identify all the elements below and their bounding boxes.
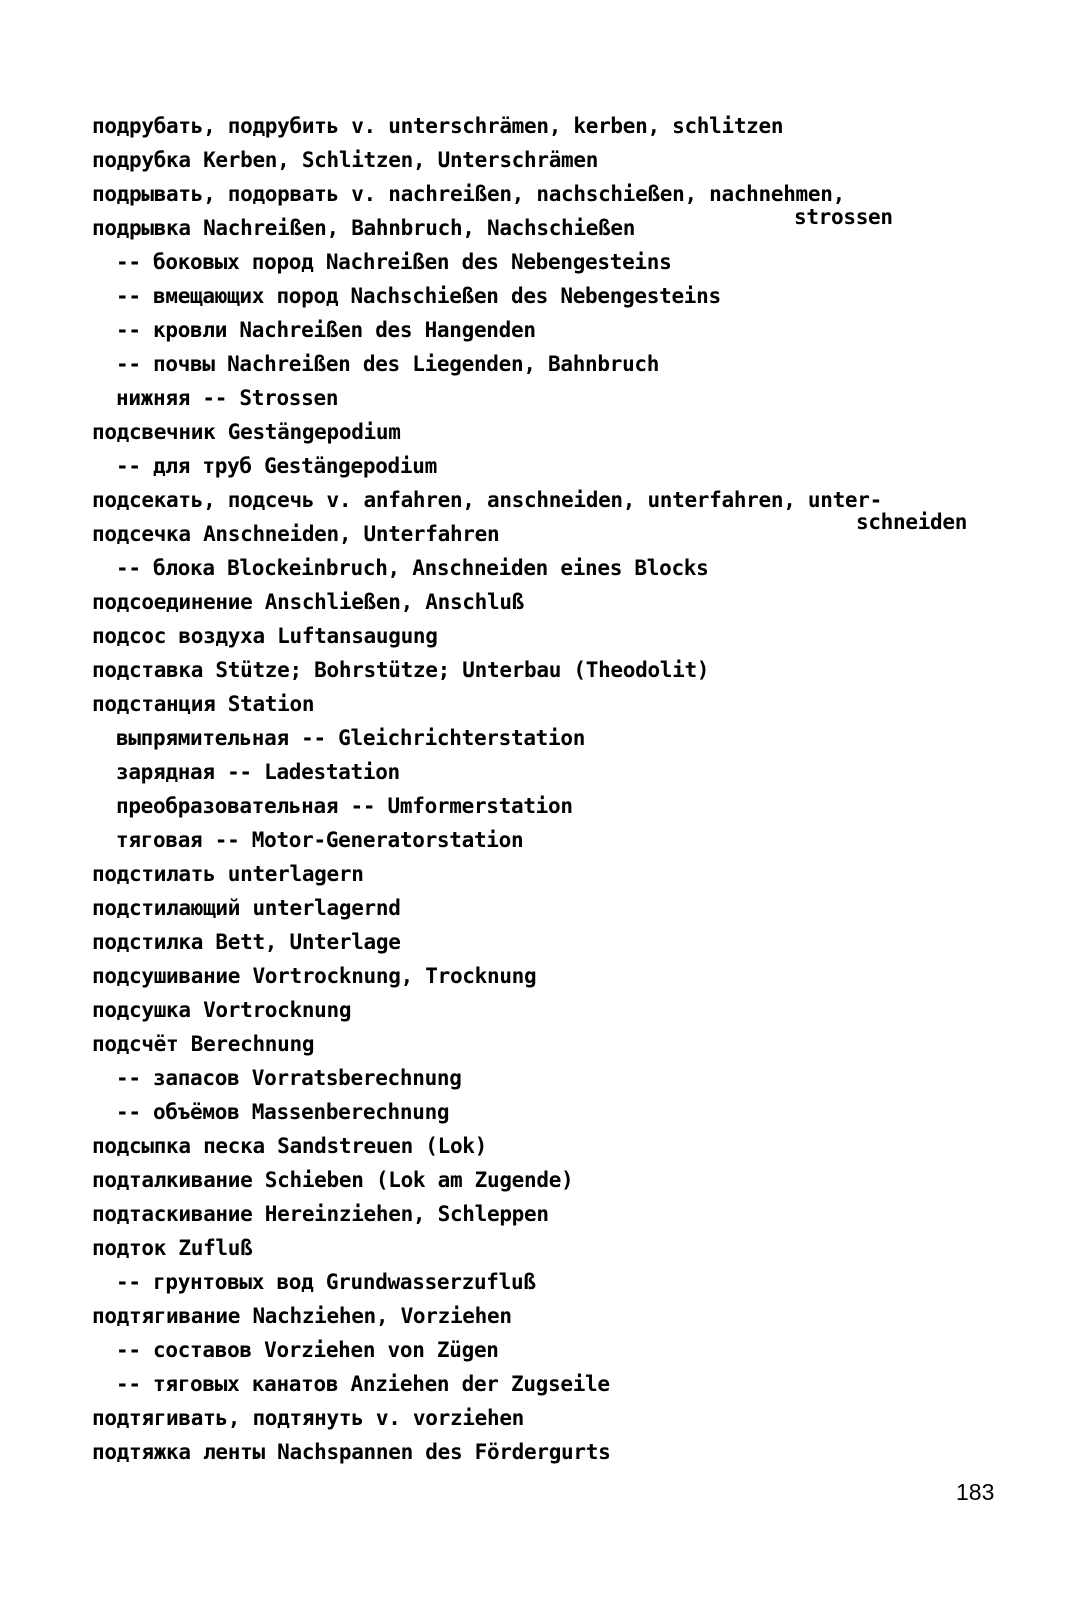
entry-line: нижняя -- Strossen — [116, 386, 339, 410]
entry-line: -- вмещающих пород Nachschießen des Nebengesteins — [116, 284, 721, 308]
entry-line: -- блока Blockeinbruch, Anschneiden eines Blocks — [116, 556, 709, 580]
entry-line: подтаскивание Hereinziehen, Schleppen — [92, 1202, 549, 1226]
entry-continuation: schneiden — [856, 510, 968, 534]
entry-line: зарядная -- Ladestation — [116, 760, 400, 784]
entry-line: подсекать, подсечь v. anfahren, anschneiden, unterfahren, unter- — [92, 488, 882, 512]
entry-line: выпрямительная -- Gleichrichterstation — [116, 726, 586, 750]
entry-line: -- составов Vorziehen von Zügen — [116, 1338, 499, 1362]
entry-line: подсушка Vortrocknung — [92, 998, 352, 1022]
entry-line: -- грунтовых вод Grundwasserzufluß — [116, 1270, 536, 1294]
entry-continuation: strossen — [794, 205, 893, 229]
entry-line: -- тяговых канатов Anziehen der Zugseile — [116, 1372, 610, 1396]
entry-line: -- кровли Nachreißen des Hangenden — [116, 318, 536, 342]
entry-line: -- почвы Nachreißen des Liegenden, Bahnbruch — [116, 352, 660, 376]
entry-line: подсос воздуха Luftansaugung — [92, 624, 438, 648]
entry-line: подрывать, подорвать v. nachreißen, nachschießen, nachnehmen, — [92, 182, 845, 206]
entry-line: подтягивать, подтянуть v. vorziehen — [92, 1406, 525, 1430]
entry-line: подрубать, подрубить v. unterschrämen, kerben, schlitzen — [92, 114, 784, 138]
entry-line: подсоединение Anschließen, Anschluß — [92, 590, 525, 614]
entry-line: подтягивание Nachziehen, Vorziehen — [92, 1304, 512, 1328]
entry-line: -- объёмов Massenberechnung — [116, 1100, 450, 1124]
entry-line: -- запасов Vorratsberechnung — [116, 1066, 462, 1090]
entry-line: тяговая -- Motor-Generatorstation — [116, 828, 524, 852]
entry-line: подстилать unterlagern — [92, 862, 364, 886]
entry-line: преобразовательная -- Umformerstation — [116, 794, 573, 818]
entry-line: подставка Stütze; Bohrstütze; Unterbau (Theodolit) — [92, 658, 710, 682]
entry-line: подсечка Anschneiden, Unterfahren — [92, 522, 500, 546]
entry-line: подток Zufluß — [92, 1236, 253, 1260]
entry-line: подсыпка песка Sandstreuen (Lok) — [92, 1134, 487, 1158]
entry-line: подсчёт Berechnung — [92, 1032, 315, 1056]
page-number: 183 — [956, 1479, 995, 1505]
entry-line: подстилка Bett, Unterlage — [92, 930, 401, 954]
entry-line: -- боковых пород Nachreißen des Nebengesteins — [116, 250, 672, 274]
entry-line: подтяжка ленты Nachspannen des Fördergurts — [92, 1440, 611, 1464]
entry-line: -- для труб Gestängepodium — [116, 454, 437, 478]
entry-line: подсвечник Gestängepodium — [92, 420, 401, 444]
entry-line: подстанция Station — [92, 692, 315, 716]
entry-line: подстилающий unterlagernd — [92, 896, 401, 920]
entry-line: подрывка Nachreißen, Bahnbruch, Nachschießen — [92, 216, 636, 240]
entry-line: подрубка Kerben, Schlitzen, Unterschrämen — [92, 148, 599, 172]
entry-line: подталкивание Schieben (Lok am Zugende) — [92, 1168, 574, 1192]
entry-line: подсушивание Vortrocknung, Trocknung — [92, 964, 537, 988]
